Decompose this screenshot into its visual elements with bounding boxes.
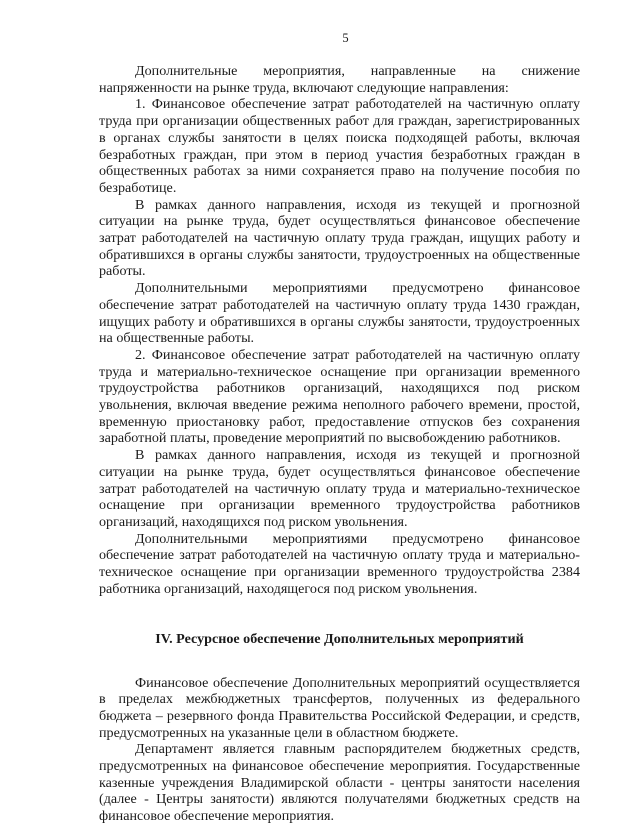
paragraph-direction-1: 1. Финансовое обеспечение затрат работодателей на частичную оплату труда при организации общественных работ для граждан, зарегистрированных в органах службы занятости в целях поиска подходящей работы, включая безработных граждан, при этом в период участия безработных граждан в общественных работах за ними сохраняется право на получение пособия по безработице. xyxy=(99,96,580,196)
paragraph-direction-2: 2. Финансовое обеспечение затрат работодателей на частичную оплату труда и материально-техническое оснащение при организации временного трудоустройства работников организаций, находящихся под риском увольнения, включая введение режима неполного рабочего времени, простой, временную приостановку работ, предоставление отпусков без сохранения заработной платы, проведение мероприятий по высвобождению работников. xyxy=(99,346,580,447)
paragraph-direction-1-plan: Дополнительными мероприятиями предусмотрено финансовое обеспечение затрат работодателей на частичную оплату труда 1430 граждан, ищущих работу и обратившихся в органы службы занятости, трудоустроенных на общественные работы. xyxy=(99,280,580,347)
paragraph-direction-2-plan: Дополнительными мероприятиями предусмотрено финансовое обеспечение затрат работодателей на частичную оплату труда и материально-техническое оснащение при организации временного трудоустройства 2384 работника организаций, находящегося под риском увольнения. xyxy=(99,530,580,597)
section-heading: IV. Ресурсное обеспечение Дополнительных мероприятий xyxy=(155,630,524,647)
paragraph-funding: Финансовое обеспечение Дополнительных мероприятий осуществляется в пределах межбюджетных трансфертов, полученных из федерального бюджета – резервного фонда Правительства Российской Федерации, и средств, предусмотренных на указанные цели в областном бюджете. xyxy=(99,674,580,741)
paragraph-intro: Дополнительные мероприятия, направленные на снижение напряженности на рынке труда, включают следующие направления: xyxy=(99,63,580,96)
paragraph-direction-1-scope: В рамках данного направления, исходя из текущей и прогнозной ситуации на рынке труда, будет осуществляться финансовое обеспечение затрат работодателей на частичную оплату труда граждан, ищущих работу и обратившихся в органы службы занятости, трудоустроенных на общественные работы. xyxy=(99,196,580,280)
document-page xyxy=(99,30,580,825)
paragraph-department: Департамент является главным распорядителем бюджетных средств, предусмотренных на финансовое обеспечение мероприятия. Государственные казенные учреждения Владимирской области - центры занятости населения (далее - Центры занятости) являются получателями бюджетных средств на финансовое обеспечение мероприятия. xyxy=(99,741,580,825)
paragraph-direction-2-scope: В рамках данного направления, исходя из текущей и прогнозной ситуации на рынке труда, будет осуществляться финансовое обеспечение затрат работодателей на частичную оплату труда и материально-техническое оснащение при организации временного трудоустройства работников организаций, находящихся под риском увольнения. xyxy=(99,447,580,530)
page-number: 5 xyxy=(342,31,349,45)
